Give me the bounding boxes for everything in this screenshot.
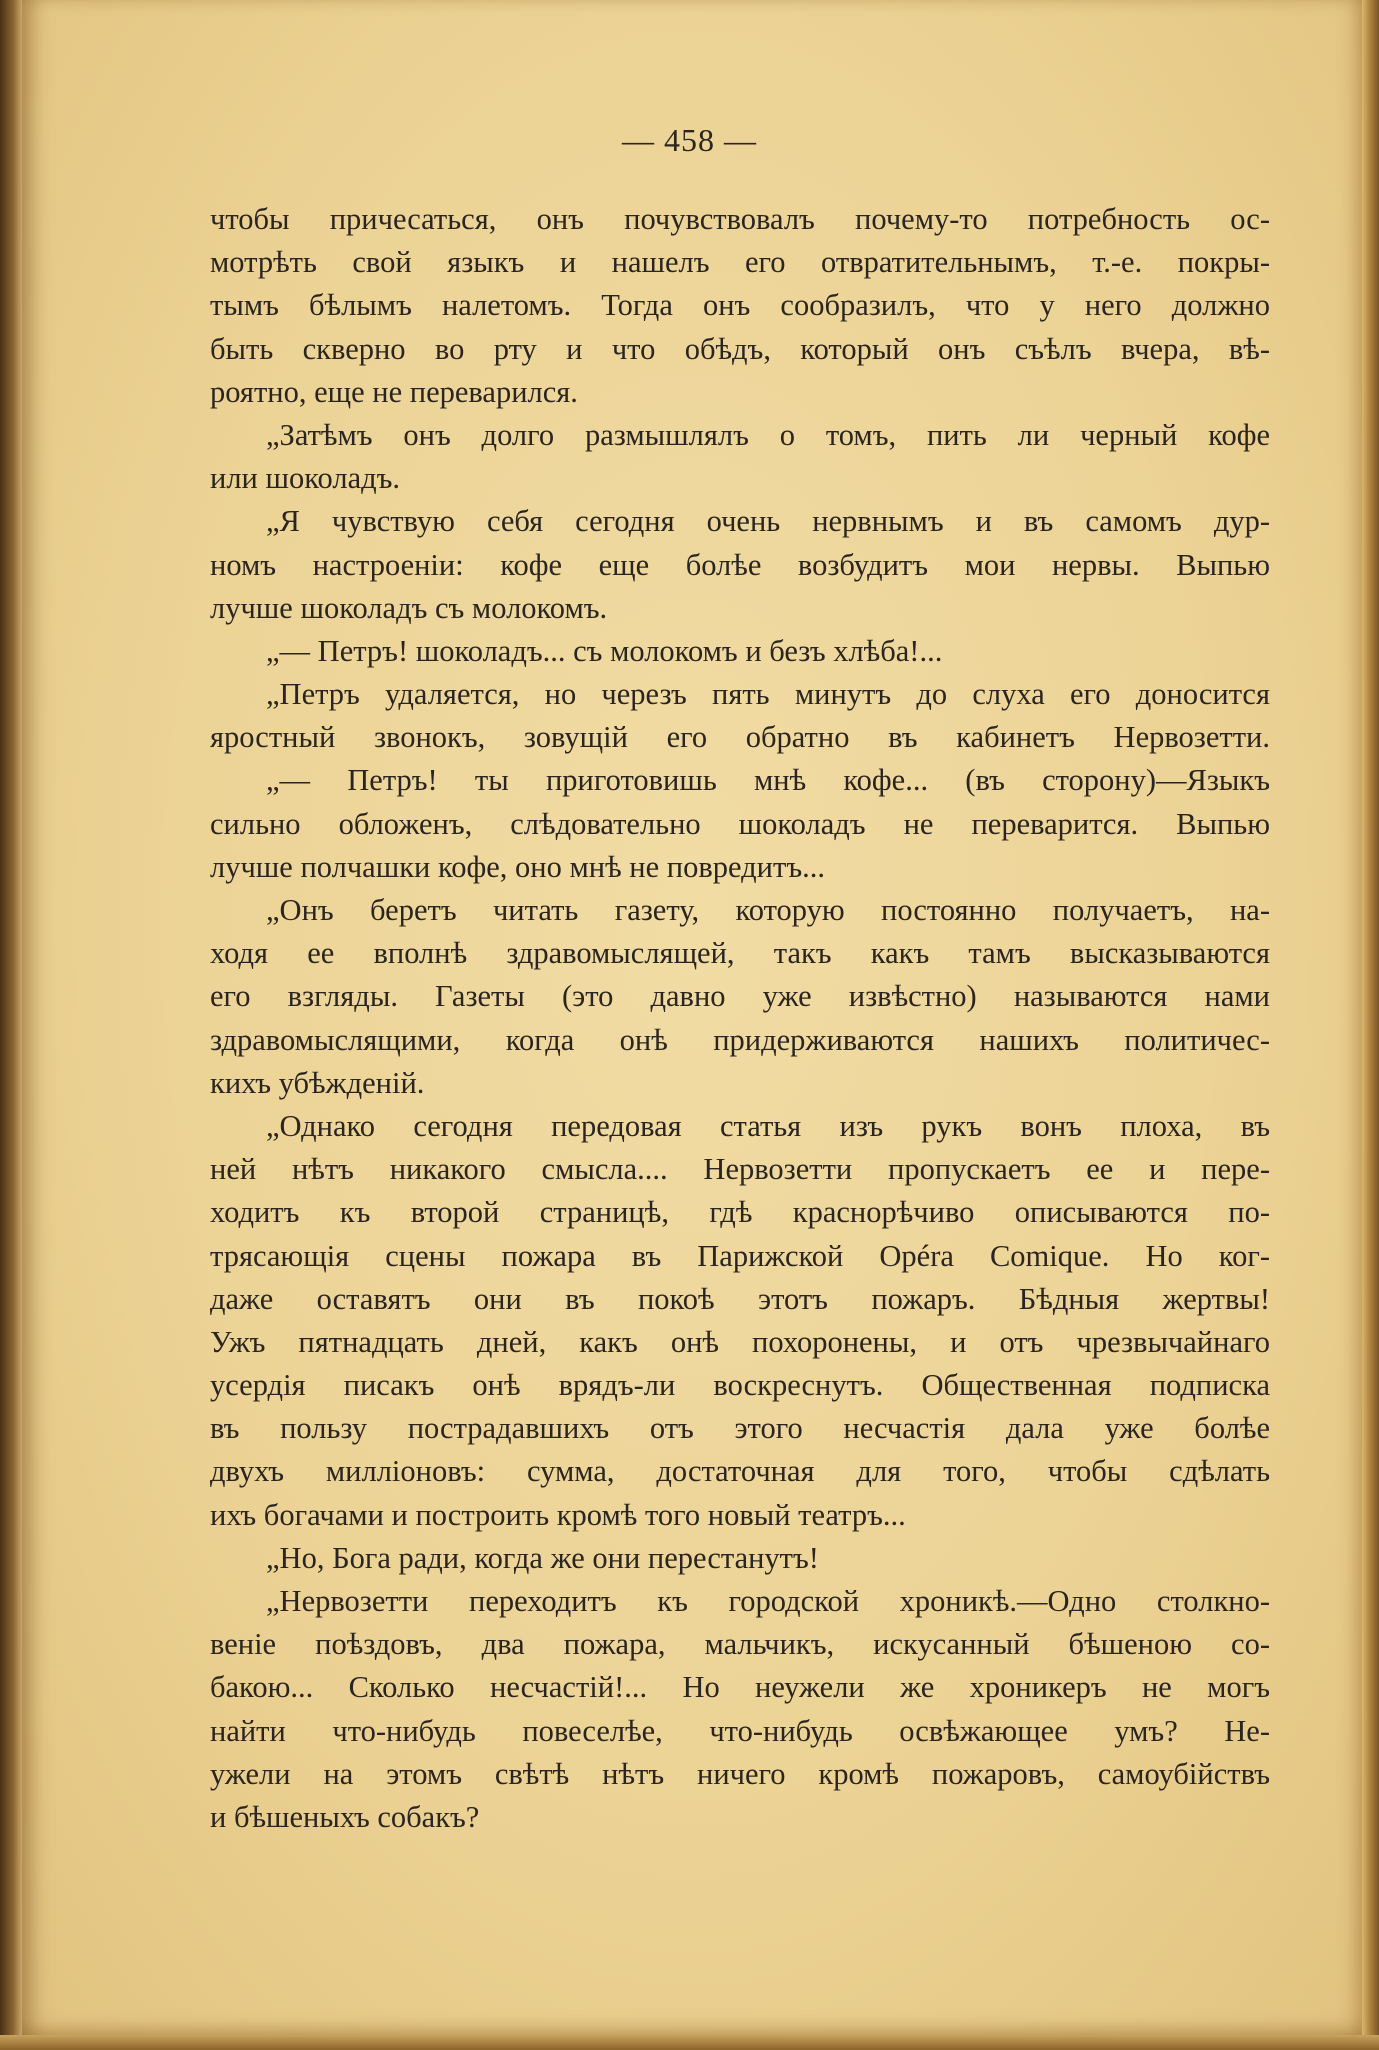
- text-line: лучше шоколадъ съ молокомъ.: [210, 590, 608, 625]
- text-line: „Затѣмъ онъ долго размышлялъ о томъ, пить ли черный кофе: [266, 417, 1270, 452]
- text-line: мотрѣть свой языкъ и нашелъ его отвратительнымъ, т.-е. покры-: [210, 245, 1270, 280]
- text-line: чтобы причесаться, онъ почувствовалъ почему-то потребность ос-: [210, 202, 1270, 236]
- text-line: бакою... Сколько несчастій!... Но неужели же хроникеръ не могъ: [210, 1670, 1270, 1705]
- page-number: — 458 —: [622, 122, 757, 158]
- text-line: трясающія сцены пожара въ Парижской Opéra Comique. Но ког-: [210, 1238, 1270, 1273]
- text-line: ходя ее вполнѣ здравомыслящей, такъ какъ тамъ высказываются: [210, 936, 1270, 971]
- text-line: „Петръ удаляется, но черезъ пять минутъ до слуха его доносится: [266, 677, 1270, 712]
- text-line: яростный звонокъ, зовущій его обратно въ кабинетъ Нервозетти.: [210, 720, 1270, 755]
- text-line: сильно обложенъ, слѣдовательно шоколадъ не переварится. Выпью: [210, 806, 1270, 841]
- text-line: ходитъ къ второй страницѣ, гдѣ краснорѣчиво описываются по-: [210, 1195, 1270, 1230]
- text-line: найти что-нибудь повеселѣе, что-нибудь освѣжающее умъ? Не-: [210, 1713, 1270, 1748]
- page-right-edge: [1362, 0, 1379, 2050]
- text-line: „Однако сегодня передовая статья изъ рукъ вонъ плоха, въ: [266, 1108, 1270, 1143]
- text-line: быть скверно во рту и что обѣдъ, который онъ съѣлъ вчера, вѣ-: [210, 331, 1270, 366]
- text-line: тымъ бѣлымъ налетомъ. Тогда онъ сообразилъ, что у него должно: [210, 288, 1270, 323]
- text-line: роятно, еще не переварился.: [210, 374, 578, 409]
- body-text: [210, 198, 1270, 1839]
- page-bottom-edge: [0, 2035, 1379, 2050]
- text-line: ней нѣтъ никакого смысла.... Нервозетти пропускаетъ ее и пере-: [210, 1152, 1270, 1187]
- text-line: здравомыслящими, когда онѣ придерживаются нашихъ политичес-: [210, 1022, 1270, 1057]
- text-line: „Но, Бога ради, когда же они перестанутъ!: [266, 1540, 819, 1575]
- text-line: и бѣшеныхъ собакъ?: [210, 1799, 480, 1834]
- text-line: кихъ убѣжденій.: [210, 1065, 425, 1100]
- text-line: усердія писакъ онѣ врядъ-ли воскреснутъ. Общественная подписка: [210, 1368, 1270, 1403]
- text-line: ужели на этомъ свѣтѣ нѣтъ ничего кромѣ пожаровъ, самоубійствъ: [210, 1756, 1270, 1791]
- text-line: номъ настроеніи: кофе еще болѣе возбудитъ мои нервы. Выпью: [210, 547, 1270, 582]
- text-line: „Я чувствую себя сегодня очень нервнымъ и въ самомъ дур-: [266, 504, 1270, 539]
- text-line: Ужъ пятнадцать дней, какъ онѣ похоронены, и отъ чрезвычайнаго: [210, 1324, 1270, 1359]
- text-line: въ пользу пострадавшихъ отъ этого несчастія дала уже болѣе: [210, 1411, 1270, 1446]
- text-line: „— Петръ! ты приготовишь мнѣ кофе... (въ сторону)—Языкъ: [266, 763, 1270, 798]
- text-line: „— Петръ! шоколадъ... съ молокомъ и безъ хлѣба!...: [266, 633, 943, 668]
- text-line: или шоколадъ.: [210, 461, 401, 496]
- text-line: ихъ богачами и построить кромѣ того новый театръ...: [210, 1497, 906, 1532]
- text-line: „Нервозетти переходитъ къ городской хроникѣ.—Одно столкно-: [266, 1584, 1270, 1618]
- text-line: „Онъ беретъ читать газету, которую постоянно получаетъ, на-: [266, 893, 1270, 927]
- page-left-edge: [0, 0, 22, 2050]
- text-line: даже оставятъ они въ покоѣ этотъ пожаръ. Бѣдныя жертвы!: [210, 1281, 1270, 1316]
- text-line: веніе поѣздовъ, два пожара, мальчикъ, искусанный бѣшеною со-: [210, 1627, 1270, 1662]
- text-line: лучше полчашки кофе, оно мнѣ не повредитъ...: [210, 849, 825, 884]
- text-line: его взгляды. Газеты (это давно уже извѣстно) называются нами: [210, 979, 1270, 1014]
- text-line: двухъ милліоновъ: сумма, достаточная для того, чтобы сдѣлать: [210, 1454, 1270, 1489]
